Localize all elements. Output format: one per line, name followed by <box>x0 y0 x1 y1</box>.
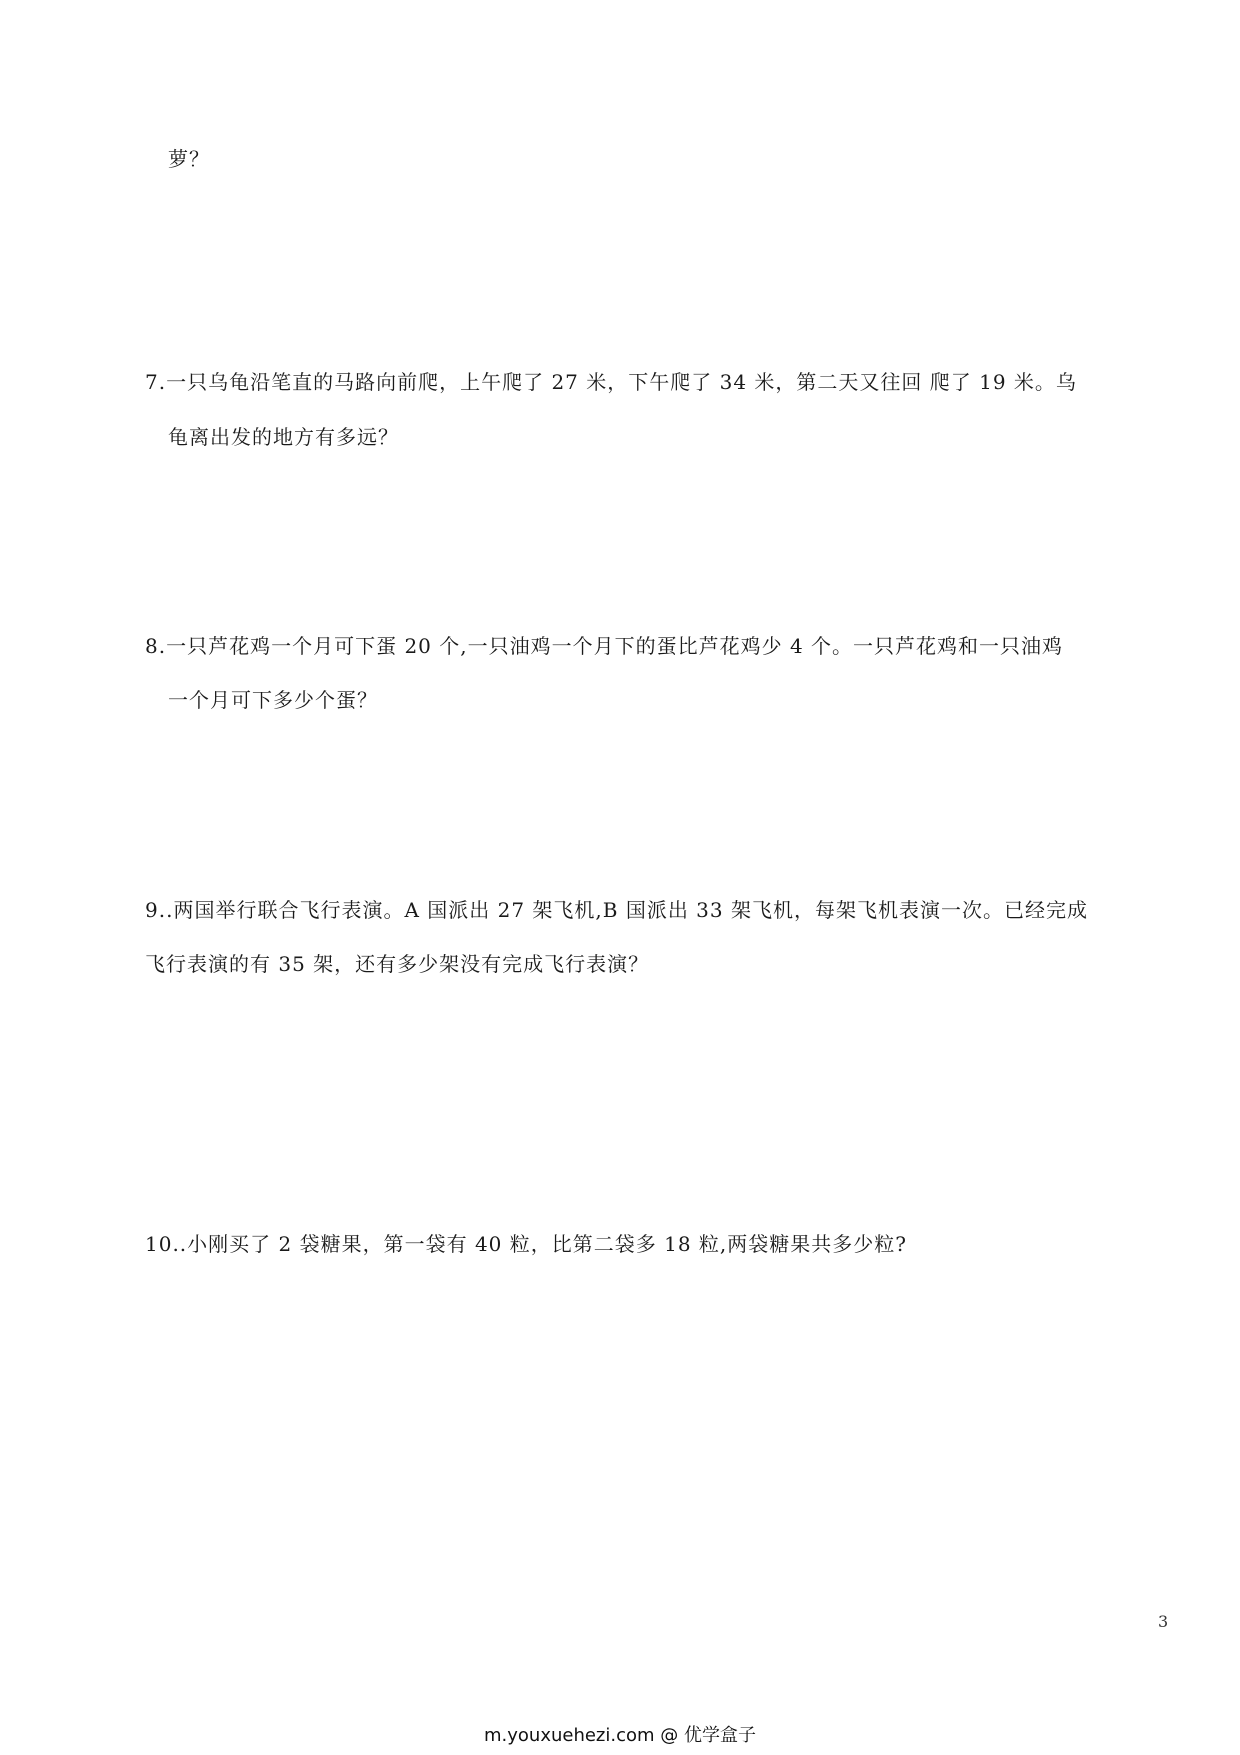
question-9-line-1: 9..两国举行联合飞行表演。A 国派出 27 架飞机,B 国派出 33 架飞机，每架飞机表演一次。已经完成 <box>145 898 1088 922</box>
question-10-line-1: 10..小刚买了 2 袋糖果，第一袋有 40 粒，比第二袋多 18 粒,两袋糖果共多少粒? <box>145 1232 908 1256</box>
page-number: 3 <box>1158 1612 1169 1631</box>
question-9-line-2: 飞行表演的有 35 架，还有多少架没有完成飞行表演？ <box>145 952 650 976</box>
continuation-text: 萝？ <box>168 147 210 171</box>
question-8-line-1: 8.一只芦花鸡一个月可下蛋 20 个,一只油鸡一个月下的蛋比芦花鸡少 4 个。一只芦花鸡和一只油鸡 <box>145 634 1064 658</box>
question-7-line-2: 龟离出发的地方有多远？ <box>168 425 399 449</box>
question-7-line-1: 7.一只乌龟沿笔直的马路向前爬，上午爬了 27 米，下午爬了 34 米，第二天又往回 爬了 19 米。乌 <box>145 370 1077 394</box>
footer-watermark: m.youxuehezi.com @ 优学盒子 <box>483 1725 756 1746</box>
question-8-line-2: 一个月可下多少个蛋？ <box>168 688 378 712</box>
